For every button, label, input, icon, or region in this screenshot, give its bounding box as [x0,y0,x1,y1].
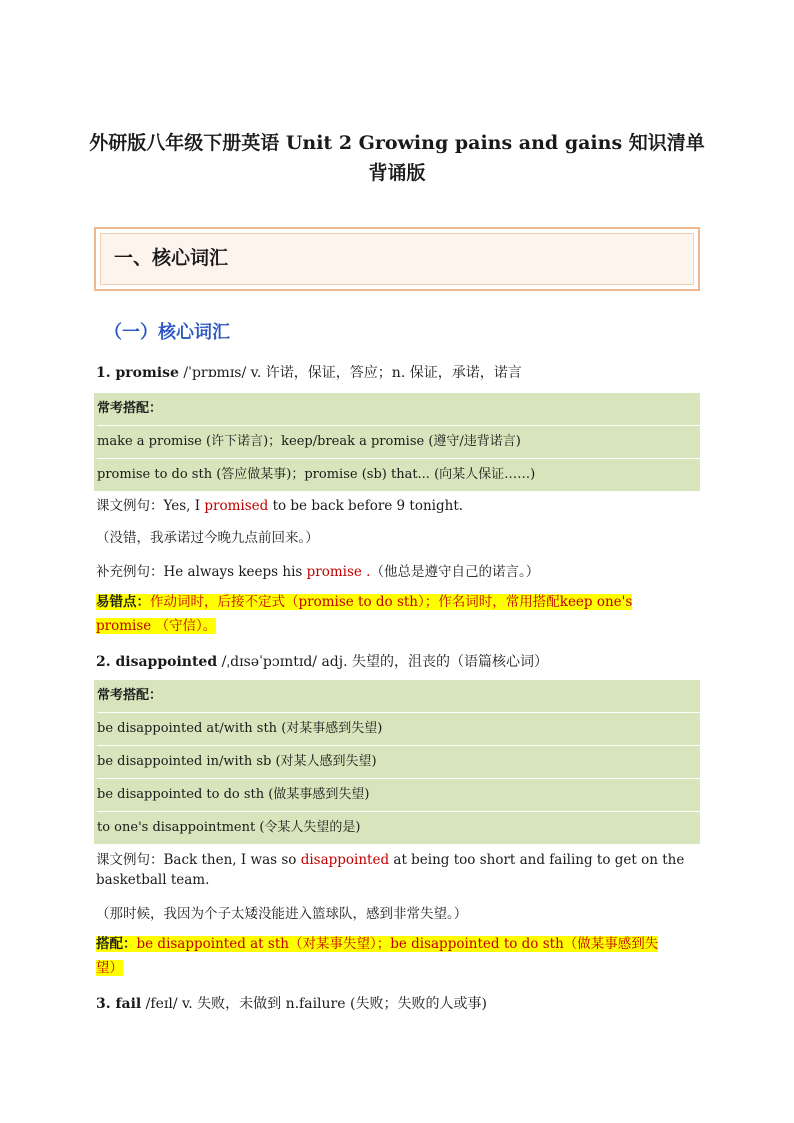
collocation-row: make a promise (许下诺言)；keep/break a promise (遵守/违背诺言) [97,426,700,459]
collocation-row: be disappointed in/with sb (对某人感到失望) [97,746,700,779]
collocation-title: 常考搭配： [97,393,700,426]
document-title [0,128,794,188]
example-prefix: 补充例句：He always keeps his [96,564,307,580]
collocation-title: 常考搭配： [97,680,700,713]
text-example-line-2: basketball team. [96,872,210,888]
entry-word: 1. promise [96,365,179,381]
extra-example [96,560,539,580]
entry-fail-head [96,993,487,1013]
entry-word: 3. fail [96,996,142,1012]
error-note [96,590,700,638]
example-prefix: 课文例句：Yes, I [96,498,205,514]
note-text: be disappointed at sth（对某事失望）；be disappointed to do sth（做某事感到失 [136,936,659,952]
example-highlight: promise . [306,564,371,580]
text-example [96,848,684,868]
entry-word: 2. disappointed [96,654,218,670]
entry-disappointed-head [96,651,548,671]
note-text: 望） [96,960,123,976]
section-header-label: 一、核心词汇 [114,247,229,269]
text-example [96,494,463,514]
text-example-translation: （没错，我承诺过今晚九点前回来。） [96,530,319,546]
collocation-table-promise [94,393,700,491]
error-text: 作动词时，后接不定式（promise to do sth）；作名词时，常用搭配 [150,594,560,610]
entry-phonetic: /ˈprɒmɪs/ v. 许诺，保证，答应；n. 保证，承诺，诺言 [178,365,522,381]
text-example-translation: （那时候，我因为个子太矮没能进入篮球队，感到非常失望。） [96,906,468,922]
error-text: keep one's [559,594,633,610]
note-label: 搭配： [96,936,137,952]
entry-phonetic: /feɪl/ v. 失败，未做到 n.failure (失败；失败的人或事) [141,996,487,1012]
title-line-2: 背诵版 [368,162,426,184]
example-suffix: to be back before 9 tonight. [268,498,464,514]
entry-promise-head [96,362,522,382]
error-label: 易错点： [96,594,150,610]
collocation-row: be disappointed to do sth (做某事感到失望) [97,779,700,812]
collocation-note [96,932,700,980]
error-text: promise （守信）。 [96,618,217,634]
collocation-row: be disappointed at/with sth (对某事感到失望) [97,713,700,746]
subsection-title: （一）核心词汇 [104,322,230,343]
example-suffix: at being too short and failing to get on the [389,852,685,868]
entry-phonetic: /ˌdɪsəˈpɔɪntɪd/ adj. 失望的，沮丧的（语篇核心词） [217,654,548,670]
example-suffix: （他总是遵守自己的诺言。） [370,564,540,580]
collocation-row: promise to do sth (答应做某事)；promise (sb) that... (向某人保证……) [97,467,536,482]
collocation-row: to one's disappointment (令某人失望的是) [97,820,361,835]
example-highlight: promised [204,498,269,514]
collocation-table-disappointed [94,680,700,844]
example-prefix: 课文例句：Back then, I was so [96,852,301,868]
section-header-box [94,227,700,291]
title-line-1: 外研版八年级下册英语 Unit 2 Growing pains and gains 知识清单 [89,132,705,154]
example-highlight: disappointed [300,852,390,868]
